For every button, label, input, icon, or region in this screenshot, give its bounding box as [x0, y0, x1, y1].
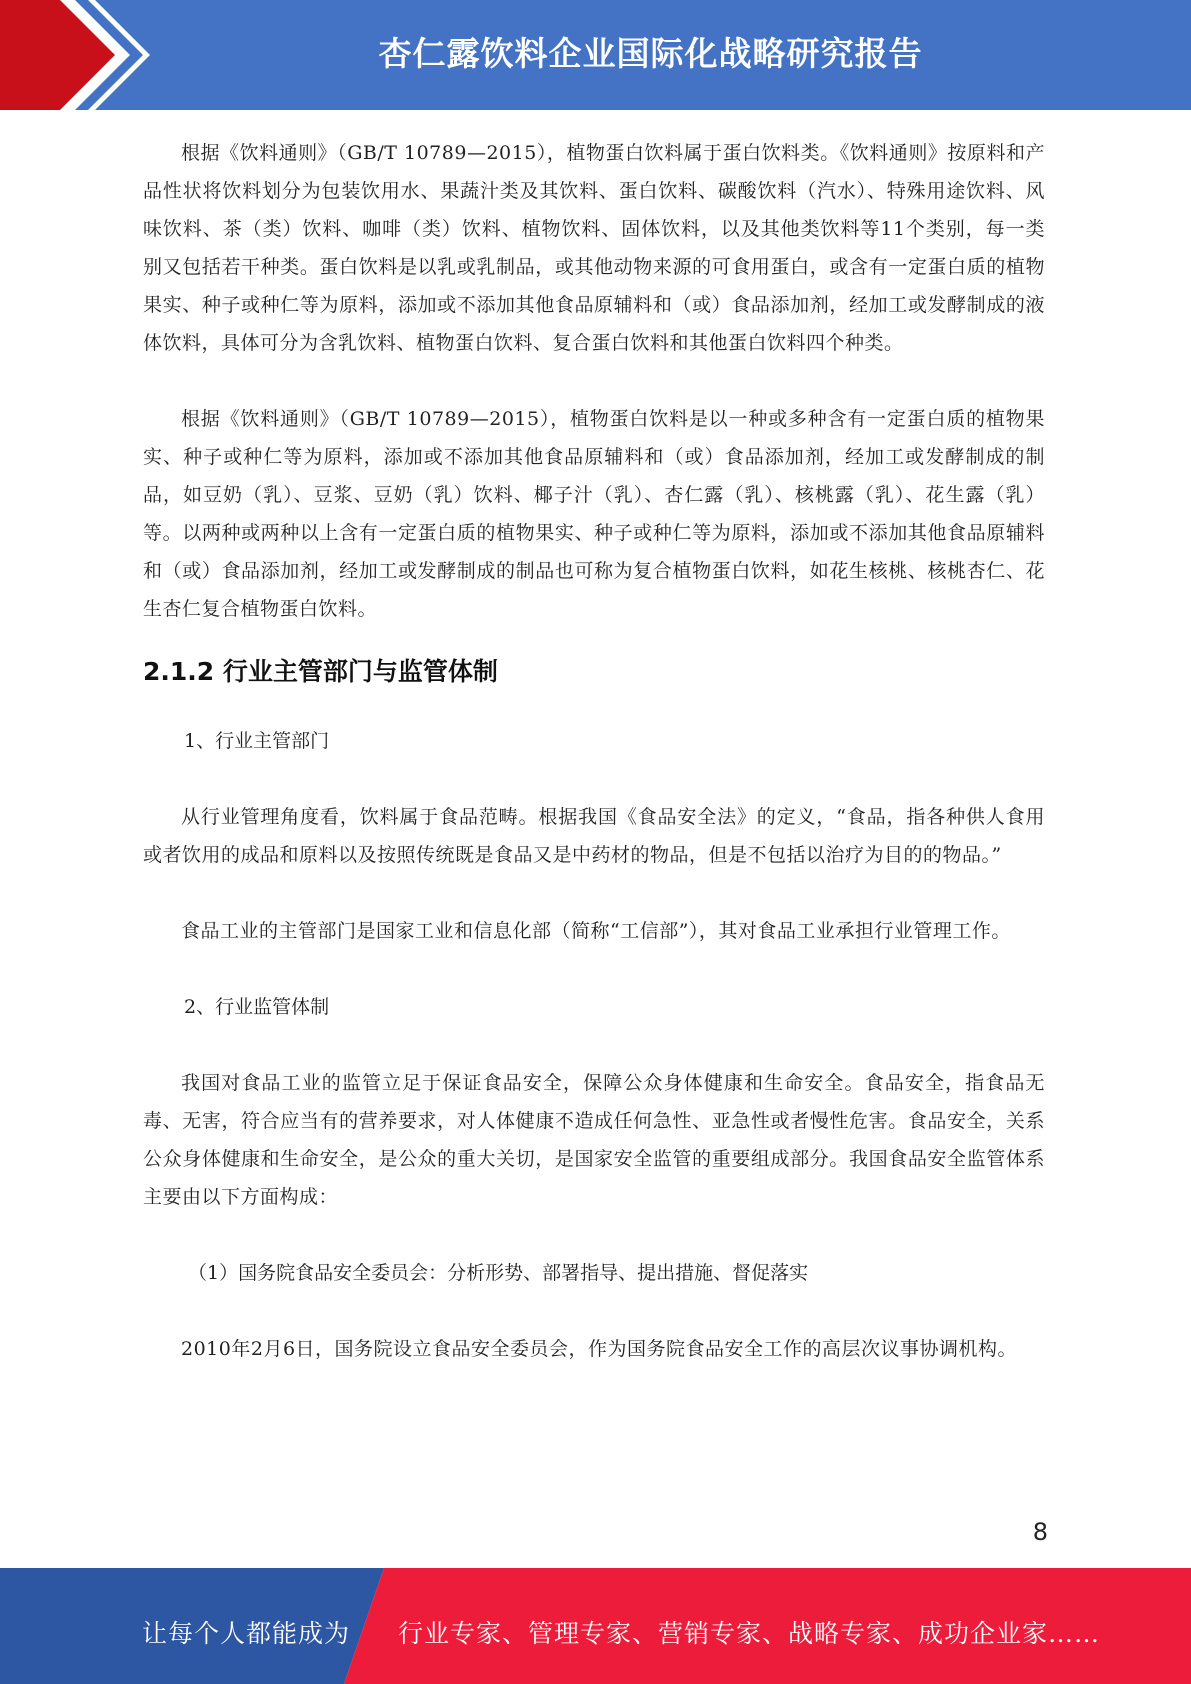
paragraph-miit: 食品工业的主管部门是国家工业和信息化部（简称“工信部”），其对食品工业承担行业管理工作。	[181, 920, 1011, 942]
report-title: 杏仁露饮料企业国际化战略研究报告	[378, 34, 923, 73]
paragraph-food-definition: 从行业管理角度看，饮料属于食品范畴。根据我国《食品安全法》的定义，“食品，指各种供人食用或者饮用的成品和原料以及按照传统既是食品又是中药材的物品，但是不包括以治疗为目的的物品。”	[143, 806, 1045, 866]
subheading-regulation: 2、行业监管体制	[184, 996, 330, 1018]
document-body	[143, 134, 1045, 1368]
subheading-authority: 1、行业主管部门	[184, 730, 330, 752]
page-number: 8	[1032, 1518, 1048, 1546]
section-heading: 2.1.2 行业主管部门与监管体制	[143, 657, 498, 686]
paragraph-beverage-classification: 根据《饮料通则》（GB/T 10789—2015），植物蛋白饮料属于蛋白饮料类。《饮料通则》按原料和产品性状将饮料划分为包装饮用水、果蔬汁类及其饮料、蛋白饮料、碳酸饮料（汽水）、特殊用途饮料、风味饮料、茶（类）饮料、咖啡（类）饮料、植物饮料、固体饮料，以及其他类饮料等11个类别，每一类别又包括若干种类。蛋白饮料是以乳或乳制品，或其他动物来源的可食用蛋白，或含有一定蛋白质的植物果实、种子或种仁等为原料，添加或不添加其他食品原辅料和（或）食品添加剂，经加工或发酵制成的液体饮料，具体可分为含乳饮料、植物蛋白饮料、复合蛋白饮料和其他蛋白饮料四个种类。	[143, 142, 1045, 354]
page-header	[0, 0, 1191, 110]
paragraph-plant-protein-definition: 根据《饮料通则》（GB/T 10789—2015），植物蛋白饮料是以一种或多种含有一定蛋白质的植物果实、种子或种仁等为原料，添加或不添加其他食品原辅料和（或）食品添加剂，经加工或发酵制成的制品，如豆奶（乳）、豆浆、豆奶（乳）饮料、椰子汁（乳）、杏仁露（乳）、核桃露（乳）、花生露（乳）等。以两种或两种以上含有一定蛋白质的植物果实、种子或种仁等为原料，添加或不添加其他食品原辅料和（或）食品添加剂，经加工或发酵制成的制品也可称为复合植物蛋白饮料，如花生核桃、核桃杏仁、花生杏仁复合植物蛋白饮料。	[143, 408, 1045, 620]
paragraph-food-safety: 我国对食品工业的监管立足于保证食品安全，保障公众身体健康和生命安全。食品安全，指食品无毒、无害，符合应当有的营养要求，对人体健康不造成任何急性、亚急性或者慢性危害。食品安全，关系公众身体健康和生命安全，是公众的重大关切，是国家安全监管的重要组成部分。我国食品安全监管体系主要由以下方面构成：	[143, 1072, 1045, 1208]
footer-slogan-left: 让每个人都能成为	[142, 1619, 351, 1648]
paragraph-commission-2010: 2010年2月6日，国务院设立食品安全委员会，作为国务院食品安全工作的高层次议事协调机构。	[181, 1338, 1018, 1360]
chevron-logo-icon	[0, 0, 150, 110]
footer-slogan-right: 行业专家、管理专家、营销专家、战略专家、成功企业家……	[398, 1619, 1101, 1648]
page-footer	[0, 1568, 1191, 1684]
list-item-state-council: （1）国务院食品安全委员会：分析形势、部署指导、提出措施、督促落实	[188, 1262, 809, 1284]
